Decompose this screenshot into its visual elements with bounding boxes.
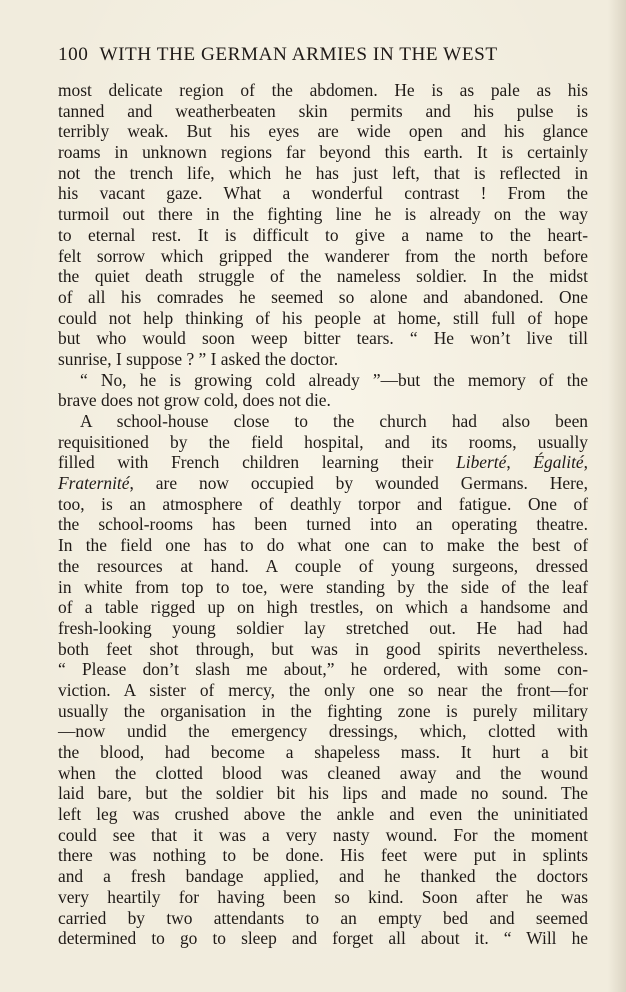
text-line: —now undid the emergency dressings, which, clotted with: [58, 721, 588, 742]
text-line: very heartily for having been so kind. Soon after he was: [58, 886, 588, 907]
text-line: of all his comrades he seemed so alone and abandoned. One: [58, 286, 588, 307]
text-line: could see that it was a very nasty wound. For the moment: [58, 824, 588, 845]
running-header: [58, 40, 588, 70]
text-line: too, is an atmosphere of deathly torpor and fatigue. One of: [58, 493, 588, 514]
page-edge-shadow: [608, 0, 626, 992]
text-line: A school-house close to the church had also been: [80, 411, 588, 431]
text-line: of a table rigged up on high trestles, on which a handsome and: [58, 597, 588, 618]
text-line: roams in unknown regions far beyond this earth. It is certainly: [58, 142, 588, 163]
text-line: tanned and weatherbeaten skin permits and his pulse is: [58, 100, 588, 121]
text-line: to eternal rest. It is difficult to give a name to the heart-: [58, 224, 588, 245]
text-line: left leg was crushed above the ankle and even the uninitiated: [58, 804, 588, 825]
page-number: 100: [58, 44, 89, 65]
text-line: fresh-looking young soldier lay stretched out. He had had: [58, 617, 588, 638]
text-line: the quiet death struggle of the nameless soldier. In the midst: [58, 266, 588, 287]
text-line: carried by two attendants to an empty bed and seemed: [58, 907, 588, 928]
text-line: usually the organisation in the fighting zone is purely military: [58, 700, 588, 721]
text-line: not the trench life, which he has just left, that is reflected in: [58, 162, 588, 183]
text-line: most delicate region of the abdomen. He is as pale as his: [58, 80, 588, 100]
text-line: “ No, he is growing cold already ”—but the memory of the: [80, 369, 588, 390]
text-line: could not help thinking of his people at home, still full of hope: [58, 307, 588, 328]
running-title: WITH THE GERMAN ARMIES IN THE WEST: [99, 44, 498, 65]
text-line: there was nothing to be done. His feet were put in splints: [58, 845, 588, 866]
body-text: [58, 80, 588, 949]
text-line: when the clotted blood was cleaned away and the wound: [58, 762, 588, 783]
text-line: “ Please don’t slash me about,” he ordered, with some con-: [58, 659, 588, 680]
text-line: In the field one has to do what one can to make the best of: [58, 535, 588, 556]
text-line: in white from top to toe, were standing by the side of the leaf: [58, 576, 588, 597]
text-line: and a fresh bandage applied, and he thanked the doctors: [58, 866, 588, 887]
text-line: both feet shot through, but was in good spirits nevertheless.: [58, 638, 588, 659]
text-line: turmoil out there in the fighting line he is already on the way: [58, 204, 588, 225]
text-line: laid bare, but the soldier bit his lips and made no sound. The: [58, 783, 588, 804]
text-line: the school-rooms has been turned into an operating theatre.: [58, 514, 588, 535]
text-line: his vacant gaze. What a wonderful contrast ! From the: [58, 183, 588, 204]
text-line: Fraternité, are now occupied by wounded Germans. Here,: [58, 473, 588, 494]
text-line: the resources at hand. A couple of young surgeons, dressed: [58, 555, 588, 576]
text-line: brave does not grow cold, does not die.: [58, 390, 331, 411]
text-line: filled with French children learning their Liberté, Égalité,: [58, 452, 588, 473]
text-line: the blood, had become a shapeless mass. It hurt a bit: [58, 742, 588, 762]
text-line: felt sorrow which gripped the wanderer from the north before: [58, 245, 588, 266]
text-line: viction. A sister of mercy, the only one so near the front—for: [58, 679, 588, 700]
text-line: but who would soon weep bitter tears. “ He won’t live till: [58, 328, 588, 349]
text-line: terribly weak. But his eyes are wide open and his glance: [58, 121, 588, 142]
text-line: sunrise, I suppose ? ” I asked the doctor.: [58, 348, 339, 369]
text-line: requisitioned by the field hospital, and its rooms, usually: [58, 431, 588, 452]
text-line: determined to go to sleep and forget all about it. “ Will he: [58, 928, 588, 949]
